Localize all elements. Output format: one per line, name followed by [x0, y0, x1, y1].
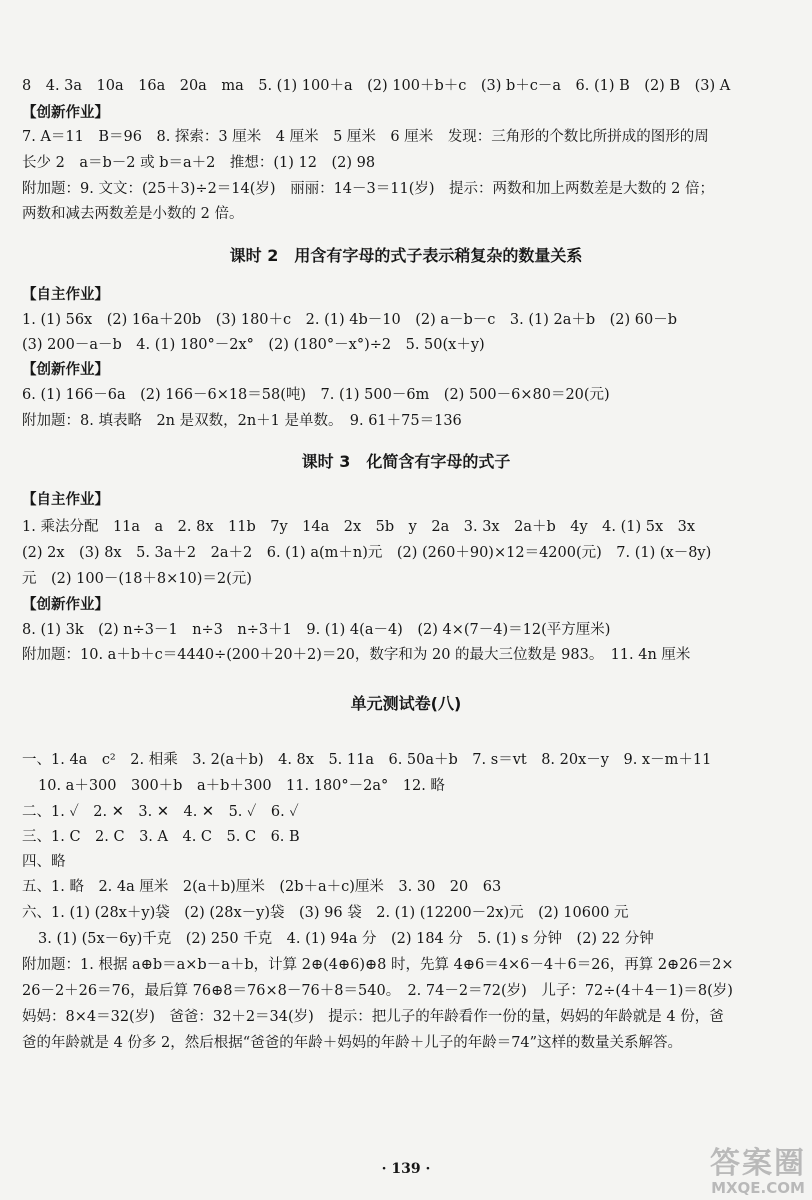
answer-line: 附加题：8. 填表略 2n 是双数，2n＋1 是单数。 9. 61＋75＝136 [22, 413, 462, 429]
answer-line: 3. (1) (5x－6y)千克 (2) 250 千克 4. (1) 94a 分 (2) 184 分 5. (1) s 分钟 (2) 22 分钟 [38, 931, 654, 947]
answer-line: 附加题：10. a＋b＋c＝4440÷(200＋20＋2)＝20，数字和为 20 的最大三位数是 983。 11. 4n 厘米 [22, 647, 691, 663]
section-label-self: 【自主作业】 [22, 286, 109, 303]
watermark-logo-text: 答案圈 [710, 1146, 806, 1181]
answer-line: 爸的年龄就是 4 份多 2，然后根据“爸爸的年龄＋妈妈的年龄＋儿子的年龄＝74”这样的数量关系解答。 [22, 1035, 683, 1051]
section-label-innovation: 【创新作业】 [22, 104, 109, 121]
answer-line: 长少 2 a＝b－2 或 b＝a＋2 推想：(1) 12 (2) 98 [22, 155, 376, 171]
section-label-innovation: 【创新作业】 [22, 596, 109, 613]
answer-line: 两数和减去两数差是小数的 2 倍。 [22, 206, 244, 222]
section-label-self: 【自主作业】 [22, 491, 109, 508]
lesson-3-heading: 课时 3 化简含有字母的式子 [301, 452, 511, 471]
site-watermark [710, 1146, 806, 1197]
answer-line: 1. (1) 56x (2) 16a＋20b (3) 180＋c 2. (1) 4b－10 (2) a－b－c 3. (1) 2a＋b (2) 60－b [22, 312, 678, 328]
page-number: · 139 · [381, 1161, 431, 1177]
answer-line: 26－2＋26＝76，最后算 76⊕8＝76×8－76＋8＝540。 2. 74－2＝72(岁) 儿子：72÷(4＋4－1)＝8(岁) [22, 983, 733, 999]
answer-line: 附加题：1. 根据 a⊕b＝a×b－a＋b，计算 2⊕(4⊕6)⊕8 时，先算 4⊕6＝4×6－4＋6＝26，再算 2⊕26＝2× [22, 957, 734, 973]
answer-line: 二、1. ✓ 2. ✕ 3. ✕ 4. ✕ 5. ✓ 6. ✓ [22, 804, 299, 820]
answer-line: 三、1. C 2. C 3. A 4. C 5. C 6. B [22, 829, 300, 845]
answer-line: 四、略 [22, 854, 66, 870]
answer-line: 一、1. 4a c² 2. 相乘 3. 2(a＋b) 4. 8x 5. 11a 6. 50a＋b 7. s＝vt 8. 20x－y 9. x－m＋11 [22, 752, 712, 768]
answer-line: 妈妈：8×4＝32(岁) 爸爸：32＋2＝34(岁) 提示：把儿子的年龄看作一份的量，妈妈的年龄就是 4 份，爸 [22, 1009, 724, 1025]
answer-line: 元 (2) 100－(18＋8×10)＝2(元) [22, 571, 252, 587]
watermark-domain: MXQE.COM [711, 1179, 805, 1197]
answer-line: 六、1. (1) (28x＋y)袋 (2) (28x－y)袋 (3) 96 袋 2. (1) (12200－2x)元 (2) 10600 元 [22, 905, 629, 921]
answer-line: (3) 200－a－b 4. (1) 180°－2x° (2) (180°－x°)÷2 5. 50(x＋y) [22, 337, 485, 353]
answer-line: 8. (1) 3k (2) n÷3－1 n÷3 n÷3＋1 9. (1) 4(a－4) (2) 4×(7－4)＝12(平方厘米) [22, 622, 611, 638]
answer-line: 6. (1) 166－6a (2) 166－6×18＝58(吨) 7. (1) 500－6m (2) 500－6×80＝20(元) [22, 387, 610, 403]
answer-line: 1. 乘法分配 11a a 2. 8x 11b 7y 14a 2x 5b y 2a 3. 3x 2a＋b 4y 4. (1) 5x 3x [22, 519, 696, 535]
answer-line: 8 4. 3a 10a 16a 20a ma 5. (1) 100＋a (2) 100＋b＋c (3) b＋c－a 6. (1) B (2) B (3) A [22, 78, 731, 94]
answer-line: 10. a＋300 300＋b a＋b＋300 11. 180°－2a° 12. 略 [38, 778, 445, 794]
answer-line: (2) 2x (3) 8x 5. 3a＋2 2a＋2 6. (1) a(m＋n)元 (2) (260＋90)×12＝4200(元) 7. (1) (x－8y) [22, 545, 712, 561]
answer-line: 五、1. 略 2. 4a 厘米 2(a＋b)厘米 (2b＋a＋c)厘米 3. 30 20 63 [22, 879, 502, 895]
answer-line: 附加题：9. 文文：(25＋3)÷2＝14(岁) 丽丽：14－3＝11(岁) 提示：两数和加上两数差是大数的 2 倍； [22, 181, 714, 197]
unit-test-heading: 单元测试卷(八) [350, 694, 462, 713]
answer-line: 7. A＝11 B＝96 8. 探索：3 厘米 4 厘米 5 厘米 6 厘米 发现：三角形的个数比所拼成的图形的周 [22, 129, 709, 145]
section-label-innovation: 【创新作业】 [22, 361, 109, 378]
lesson-2-heading: 课时 2 用含有字母的式子表示稍复杂的数量关系 [229, 246, 583, 265]
